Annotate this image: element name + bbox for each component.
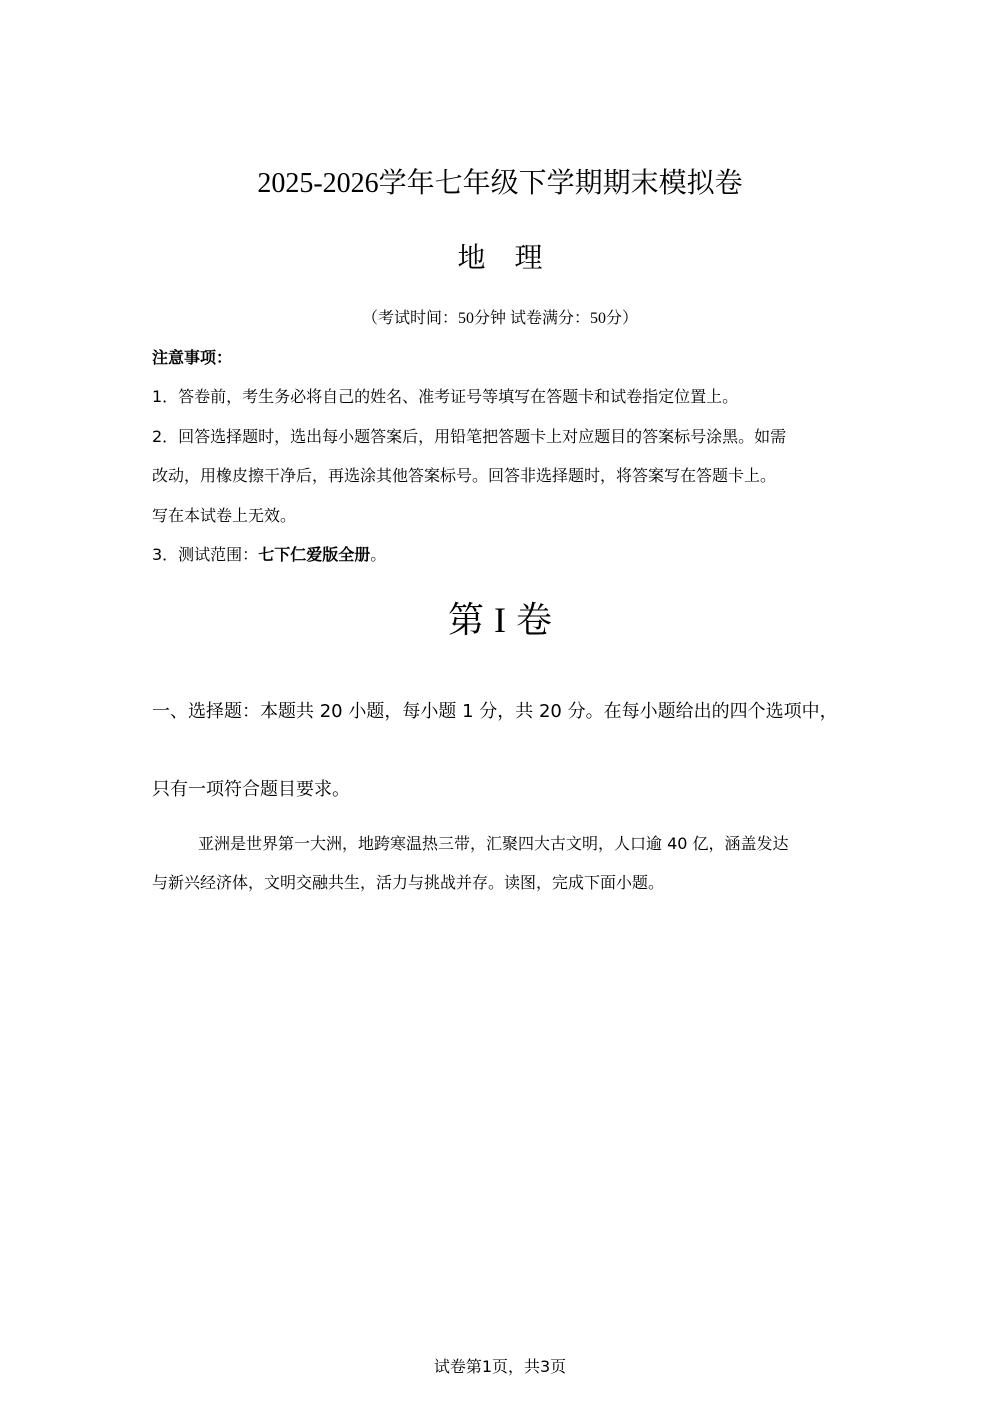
passage-line-2: 与新兴经济体，文明交融共生，活力与挑战并存。读图，完成下面小题。 — [152, 873, 665, 892]
notice-item-2-line-1: 2．回答选择题时，选出每小题答案后，用铅笔把答题卡上对应题目的答案标号涂黑。如需 — [152, 427, 787, 446]
question-heading-line-2: 只有一项符合题目要求。 — [152, 779, 350, 800]
notice-item-2-line-2: 改动，用橡皮擦干净后，再选涂其他答案标号。回答非选择题时，将答案写在答题卡上。 — [152, 466, 777, 485]
section-title — [0, 596, 1000, 645]
notice-item-3 — [152, 543, 852, 567]
test-scope: 七下仁爱版全册 — [258, 545, 371, 564]
page-footer: 试卷第1页，共3页 — [433, 1357, 567, 1376]
notice-item-1: 1．答卷前，考生务必将自己的姓名、准考证号等填写在答题卡和试卷指定位置上。 — [152, 387, 739, 406]
notice-item-3-prefix: 3．测试范围： — [152, 545, 259, 564]
question-heading-line-1: 一、选择题：本题共 20 小题，每小题 1 分，共 20 分。在每小题给出的四个选项中， — [152, 701, 838, 722]
notice-item-2-line-3: 写在本试卷上无效。 — [152, 506, 297, 525]
section-title-right: 卷 — [516, 600, 553, 641]
passage-line-1: 亚洲是世界第一大洲，地跨寒温热三带，汇聚四大古文明，人口逾 40 亿，涵盖发达 — [198, 834, 789, 853]
section-title-roman: I — [494, 600, 506, 640]
subject-title: 地 理 — [457, 241, 553, 274]
notice-item-3-suffix: 。 — [370, 545, 387, 564]
section-title-left: 第 — [447, 600, 484, 641]
notice-heading: 注意事项： — [152, 348, 233, 367]
exam-title: 2025-2026学年七年级下学期期末模拟卷 — [257, 168, 743, 199]
exam-info: （考试时间：50分钟 试卷满分：50分） — [361, 310, 638, 327]
